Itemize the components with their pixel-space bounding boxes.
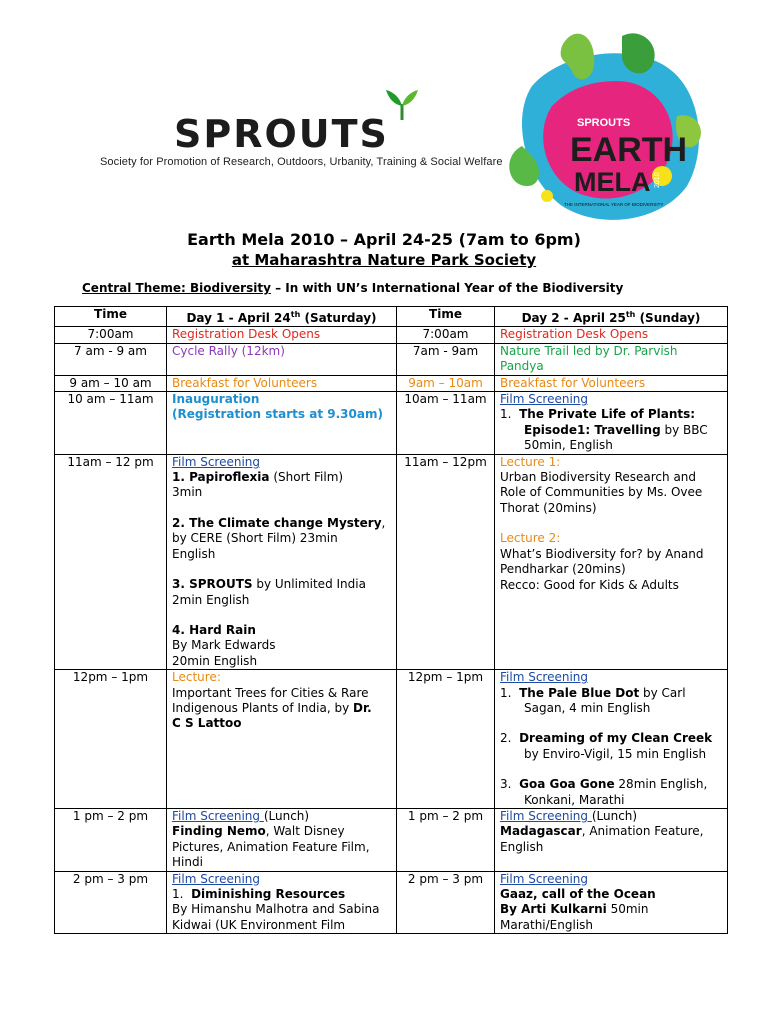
logo-title: SPROUTS: [174, 112, 389, 156]
theme-rest: – In with UN’s International Year of the Biodiversity: [270, 281, 624, 295]
table-row: [55, 871, 728, 934]
film-screening-link[interactable]: Film Screening: [500, 808, 592, 823]
film-screening-link[interactable]: Film Screening: [500, 392, 589, 407]
logo-subtitle: Society for Promotion of Research, Outdoors, Urbanity, Training & Social Welfare: [100, 156, 503, 168]
time-cell: 1 pm – 2 pm: [397, 808, 495, 871]
film-screening-link[interactable]: Film Screening: [172, 808, 264, 823]
badge-year-text: 2010: [654, 172, 661, 188]
time-cell: 7:00am: [397, 327, 495, 343]
header-day-2: Day 2 - April 25th (Sunday): [495, 307, 728, 327]
earth-mela-badge: [502, 26, 712, 231]
table-row: [55, 343, 728, 375]
event-cell: Cycle Rally (12km): [167, 343, 397, 375]
table-row: [55, 808, 728, 871]
event-cell: Breakfast for Volunteers: [495, 375, 728, 391]
event-cell: Film Screening (Lunch) Finding Nemo, Walt Disney Pictures, Animation Feature Film, Hindi: [167, 808, 397, 871]
sprouts-logo: [56, 92, 506, 182]
badge-top-text: SPROUTS: [577, 117, 631, 129]
page-heading: [0, 230, 768, 269]
time-cell: 11am – 12 pm: [55, 454, 167, 669]
time-cell: 9am – 10am: [397, 375, 495, 391]
header: [54, 22, 714, 232]
event-cell: Film Screening 1. The Private Life of Plants: Episode1: Travelling by BBC 50min, English: [495, 392, 728, 455]
registration-note: (Registration starts at 9.30am): [172, 407, 383, 422]
schedule-table: [54, 306, 728, 934]
time-cell: 10am – 11am: [397, 392, 495, 455]
table-row: [55, 454, 728, 669]
time-cell: 9 am – 10 am: [55, 375, 167, 391]
event-cell: Nature Trail led by Dr. Parvish Pandya: [495, 343, 728, 375]
time-cell: 10 am – 11am: [55, 392, 167, 455]
time-cell: 2 pm – 3 pm: [55, 871, 167, 934]
event-cell: Film Screening Gaaz, call of the Ocean By Arti Kulkarni 50min Marathi/English: [495, 871, 728, 934]
badge-earth-text: EARTH: [570, 131, 688, 169]
event-cell: Registration Desk Opens: [167, 327, 397, 343]
film-screening-link[interactable]: Film Screening: [500, 670, 589, 685]
event-cell: Registration Desk Opens: [495, 327, 728, 343]
table-header-row: [55, 307, 728, 327]
theme-label: Central Theme: Biodiversity: [82, 281, 271, 295]
venue-subtitle: at Maharashtra Nature Park Society: [231, 251, 537, 269]
header-time-1: Time: [55, 307, 167, 327]
header-day-1: Day 1 - April 24th (Saturday): [167, 307, 397, 327]
page-title: Earth Mela 2010 – April 24-25 (7am to 6pm): [187, 230, 581, 249]
table-row: [55, 327, 728, 343]
event-cell: Film Screening 1. Papiroflexia (Short Film) 3min 2. The Climate change Mystery, by CERE (Short Film) 23min English 3. SPROUTS by Unlimited India 2min English 4. Hard Rain By Mark Edwards 20min English: [167, 454, 397, 669]
badge-mela-text: MELA: [574, 167, 651, 197]
time-cell: 12pm – 1pm: [55, 670, 167, 809]
table-row: [55, 392, 728, 455]
central-theme: [82, 281, 623, 295]
time-cell: 11am – 12pm: [397, 454, 495, 669]
badge-small-text: THE INTERNATIONAL YEAR OF BIODIVERSITY: [564, 202, 664, 207]
film-screening-link[interactable]: Film Screening: [500, 871, 589, 886]
table-row: [55, 670, 728, 809]
film-screening-link[interactable]: Film Screening: [172, 871, 261, 886]
event-cell: Film Screening 1. The Pale Blue Dot by Carl Sagan, 4 min English 2. Dreaming of my Clean Creek by Enviro-Vigil, 15 min English 3. Goa Goa Gone 28min English, Konkani, Marathi: [495, 670, 728, 809]
time-cell: 7am - 9am: [397, 343, 495, 375]
inauguration-label: Inauguration: [172, 392, 260, 407]
time-cell: 2 pm – 3 pm: [397, 871, 495, 934]
time-cell: 7:00am: [55, 327, 167, 343]
event-cell: Film Screening 1. Diminishing Resources By Himanshu Malhotra and Sabina Kidwai (UK Environment Film: [167, 871, 397, 934]
table-row: [55, 375, 728, 391]
time-cell: 1 pm – 2 pm: [55, 808, 167, 871]
event-cell: Lecture: Important Trees for Cities & Rare Indigenous Plants of India, by Dr. C S Lattoo: [167, 670, 397, 809]
time-cell: 12pm – 1pm: [397, 670, 495, 809]
header-time-2: Time: [397, 307, 495, 327]
time-cell: 7 am - 9 am: [55, 343, 167, 375]
event-cell: [167, 392, 397, 455]
film-screening-link[interactable]: Film Screening: [172, 454, 261, 469]
event-cell: Breakfast for Volunteers: [167, 375, 397, 391]
event-cell: Film Screening (Lunch) Madagascar, Animation Feature, English: [495, 808, 728, 871]
event-cell: Lecture 1: Urban Biodiversity Research and Role of Communities by Ms. Ovee Thorat (20mins) Lecture 2: What’s Biodiversity for? by Anand Pendharkar (20mins) Recco: Good for Kids & Adults: [495, 454, 728, 669]
